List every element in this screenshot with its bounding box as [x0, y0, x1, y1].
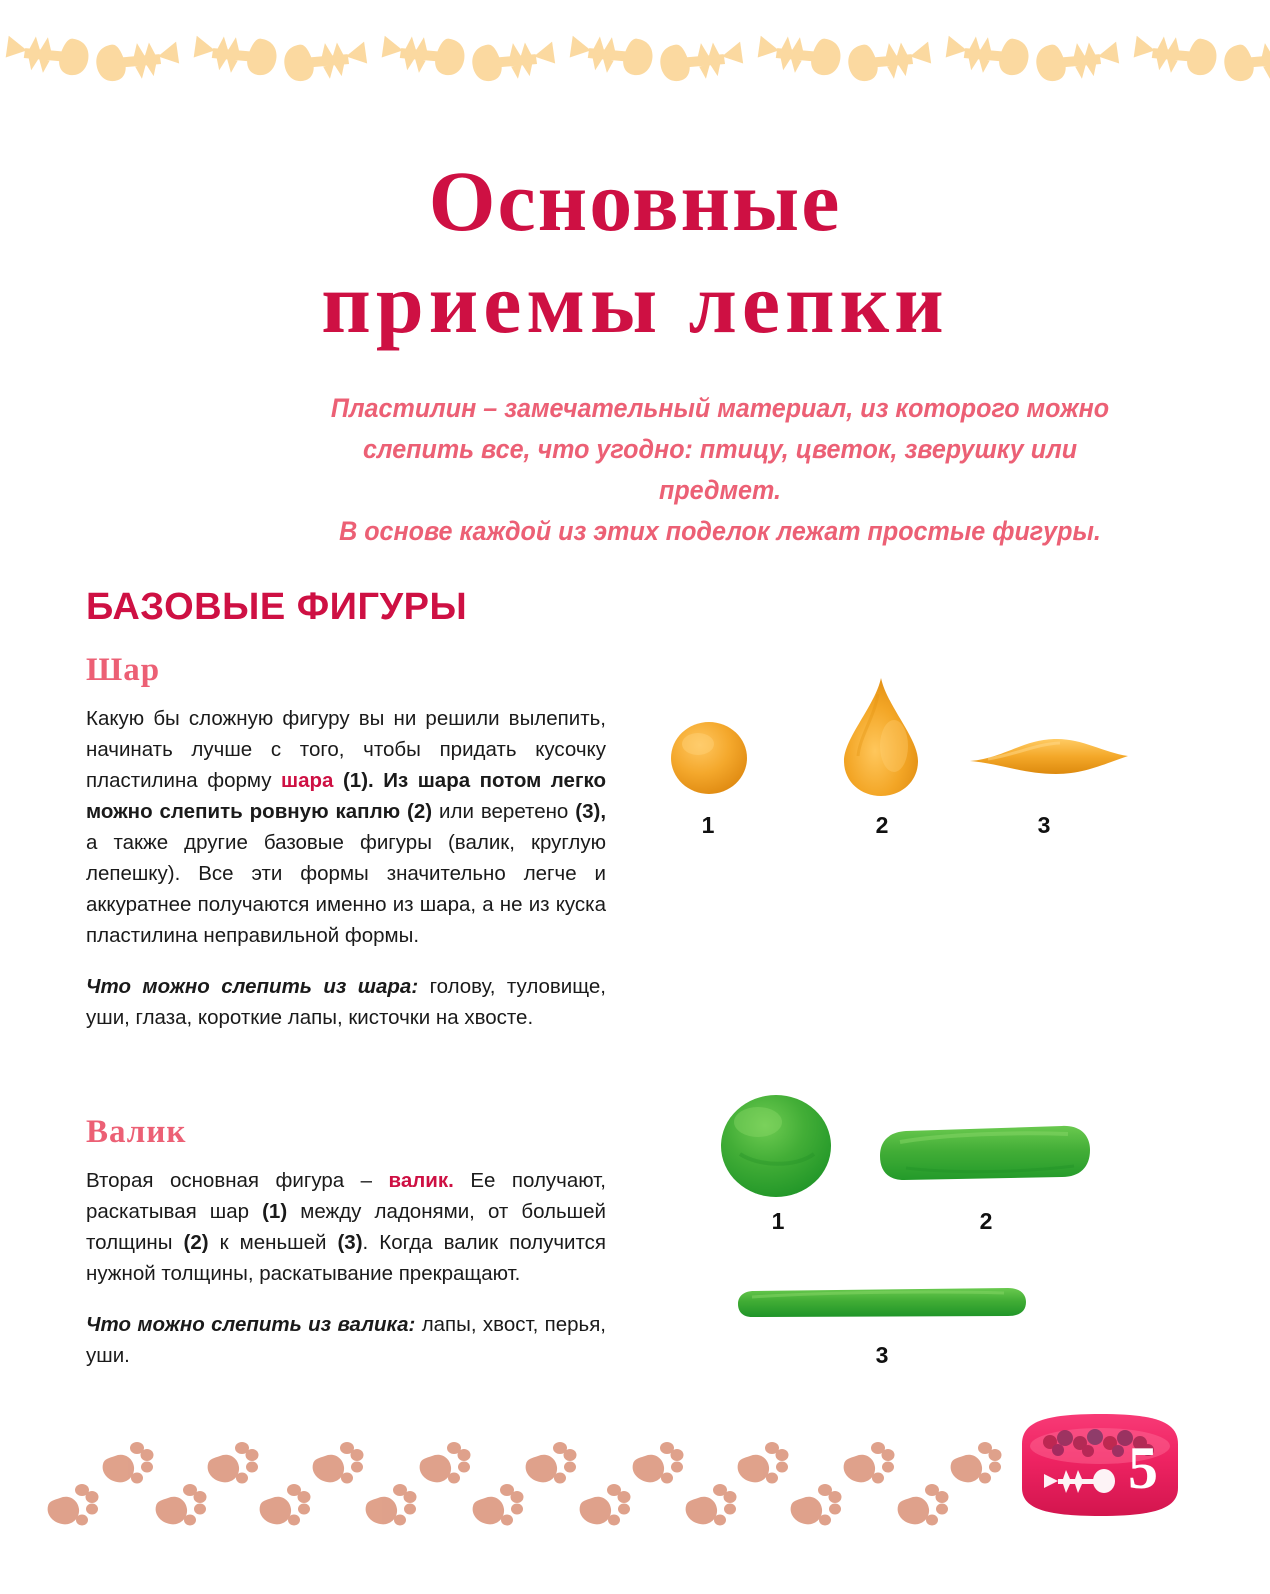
- paw-print-icon: [40, 1476, 102, 1534]
- figure-caption-green-2: 2: [979, 1208, 993, 1234]
- fish-bone-border-top: [0, 18, 1270, 98]
- clay-figure-green-ball: [718, 1092, 836, 1200]
- highlight-shara: шара: [281, 769, 334, 792]
- fish-bone-icon: [843, 27, 941, 101]
- block-shar-heading: Шар: [86, 652, 161, 688]
- fish-bone-icon: [279, 27, 377, 101]
- block-valik-paragraph-1: [86, 1165, 606, 1289]
- clay-figure-orange-ball: [668, 718, 750, 796]
- figure-ref-2: (2): [183, 1231, 209, 1254]
- fish-bone-icon: [655, 27, 753, 101]
- fish-bone-icon: [936, 21, 1034, 95]
- block-valik-paragraph-2: [86, 1309, 606, 1371]
- paw-print-icon: [518, 1434, 580, 1492]
- figure-ref-2: (2): [407, 800, 433, 823]
- fish-bone-icon: [560, 21, 658, 95]
- paw-print-icon: [358, 1476, 420, 1534]
- figure-caption-orange-2: 2: [875, 812, 889, 838]
- block-valik: [86, 1114, 606, 1371]
- figure-caption-orange-1: 1: [701, 812, 715, 838]
- block-shar-paragraph-1: [86, 703, 606, 951]
- page-subtitle-line-1: Пластилин – замечательный материал, из которого можно: [330, 393, 1110, 423]
- clay-figure-green-thin-roll: [736, 1286, 1028, 1320]
- paw-print-icon: [943, 1434, 1005, 1492]
- text-run: Вторая основная фигура –: [86, 1169, 389, 1192]
- figure-caption-orange-3: 3: [1037, 812, 1051, 838]
- figure-ref-1: (1): [262, 1200, 288, 1223]
- text-run: Какую бы сложную фигуру вы ни решили вылепить, начинать лучше с того, чтобы придать кусочку пластилина форму: [86, 707, 606, 792]
- clay-figure-green-thick-roll: [876, 1120, 1094, 1186]
- fish-bone-icon: [1124, 21, 1222, 95]
- fish-bone-icon: [1219, 27, 1270, 101]
- fish-bone-icon: [91, 27, 189, 101]
- text-run: голову, туловище, уши, глаза, короткие лапы, кисточки на хвосте.: [86, 975, 606, 1029]
- paw-print-icon: [836, 1434, 898, 1492]
- block-shar-paragraph-2: [86, 971, 606, 1033]
- page-subtitle-line-3: В основе каждой из этих поделок лежат простые фигуры.: [339, 516, 1101, 546]
- section-heading: БАЗОВЫЕ ФИГУРЫ: [86, 586, 468, 628]
- clay-figure-orange-spindle: [968, 730, 1130, 782]
- text-run: а также другие базовые фигуры (валик, круглую лепешку). Все эти формы значительно легче и аккуратнее получаются именно из шара, а не из куска пластилина неправильной формы.: [86, 831, 606, 947]
- text-run: Ее получают, раскатывая шар: [86, 1169, 606, 1223]
- text-run: к меньшей: [208, 1231, 338, 1254]
- text-run: или веретено: [432, 800, 576, 823]
- fish-bone-icon: [0, 21, 94, 95]
- page-title: [0, 150, 1270, 354]
- page-subtitle: [302, 388, 1139, 552]
- fish-bone-icon: [372, 21, 470, 95]
- lead-in-label: Что можно слепить из валика:: [86, 1313, 416, 1336]
- page-number-badge: [1010, 1406, 1190, 1524]
- block-shar: [86, 652, 606, 1033]
- figure-caption-green-1: 1: [771, 1208, 785, 1234]
- figure-caption-green-3: 3: [875, 1342, 889, 1368]
- lead-in-label: Что можно слепить из шара:: [86, 975, 419, 998]
- figure-ref-3: (3),: [575, 800, 607, 823]
- page-number: 5: [1128, 1435, 1158, 1501]
- fish-bone-icon: [748, 21, 846, 95]
- block-valik-heading: Валик: [86, 1114, 187, 1150]
- fish-bone-icon: [184, 21, 282, 95]
- text-run: лапы, хвост, перья, уши.: [86, 1313, 607, 1367]
- highlight-valik: валик.: [388, 1169, 454, 1192]
- text-run: (1). Из шара потом легко можно слепить ровную каплю: [86, 769, 606, 823]
- page-subtitle-line-2: слепить все, что угодно: птицу, цветок, зверушку или предмет.: [362, 434, 1078, 505]
- fish-bone-icon: [467, 27, 565, 101]
- page-title-line-1: Основные: [428, 153, 842, 249]
- text-run: . Когда валик получится нужной толщины, раскатывание прекращают.: [86, 1231, 606, 1285]
- figure-ref-3: (3): [337, 1231, 363, 1254]
- text-run: между ладонями, от большей толщины: [86, 1200, 606, 1254]
- fish-bone-icon: [1031, 27, 1129, 101]
- clay-figure-orange-teardrop: [838, 676, 924, 798]
- page-title-line-2: приемы лепки: [321, 255, 949, 351]
